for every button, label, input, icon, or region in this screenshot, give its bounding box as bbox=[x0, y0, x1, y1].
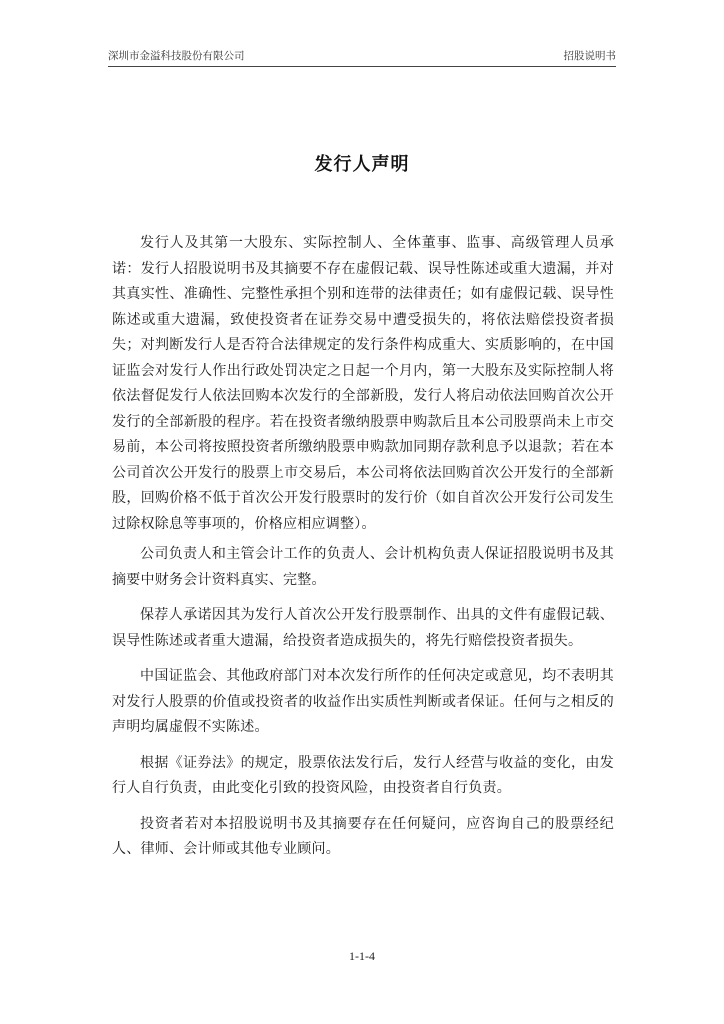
page-header bbox=[108, 50, 616, 67]
page-number: 1-1-4 bbox=[349, 949, 375, 963]
header-company-name: 深圳市金溢科技股份有限公司 bbox=[108, 50, 245, 62]
page-title: 发行人声明 bbox=[314, 154, 410, 175]
paragraph-sponsor-commitment: 保荐人承诺因其为发行人首次公开发行股票制作、出具的文件有虚假记载、误导性陈述或者重大遗漏，给投资者造成损失的，将先行赔偿投资者损失。 bbox=[112, 607, 614, 649]
paragraph-issuer-commitment: 发行人及其第一大股东、实际控制人、全体董事、监事、高级管理人员承诺：发行人招股说明书及其摘要不存在虚假记载、误导性陈述或重大遗漏，并对其真实性、准确性、完整性承担个别和连带的法律责任；如有虚假记载、误导性陈述或重大遗漏，致使投资者在证券交易中遭受损失的，将依法赔偿投资者损失；对判断发行人是否符合法律规定的发行条件构成重大、实质影响的，在中国证监会对发行人作出行政处罚决定之日起一个月内，第一大股东及实际控制人将依法督促发行人依法回购本次发行的全部新股，发行人将启动依法回购首次公开发行的全部新股的程序。若在投资者缴纳股票申购款后且本公司股票尚未上市交易前，本公司将按照投资者所缴纳股票申购款加同期存款利息予以退款；若在本公司首次公开发行的股票上市交易后，本公司将依法回购首次公开发行的全部新股，回购价格不低于首次公开发行股票时的发行价（如自首次公开发行公司发生过除权除息等事项的，价格应相应调整）。 bbox=[112, 235, 614, 532]
header-document-type: 招股说明书 bbox=[563, 50, 616, 62]
paragraph-accounting-assurance: 公司负责人和主管会计工作的负责人、会计机构负责人保证招股说明书及其摘要中财务会计资料真实、完整。 bbox=[112, 546, 614, 588]
paragraph-csrc-disclaimer: 中国证监会、其他政府部门对本次发行所作的任何决定或意见，均不表明其对发行人股票的价值或投资者的收益作出实质性判断或者保证。任何与之相反的声明均属虚假不实陈述。 bbox=[112, 668, 614, 735]
paragraph-investment-risk: 根据《证券法》的规定，股票依法发行后，发行人经营与收益的变化，由发行人自行负责，由此变化引致的投资风险，由投资者自行负责。 bbox=[112, 754, 614, 796]
statement-body bbox=[112, 231, 614, 863]
paragraph-investor-advice: 投资者若对本招股说明书及其摘要存在任何疑问，应咨询自己的股票经纪人、律师、会计师或其他专业顾问。 bbox=[112, 815, 614, 857]
